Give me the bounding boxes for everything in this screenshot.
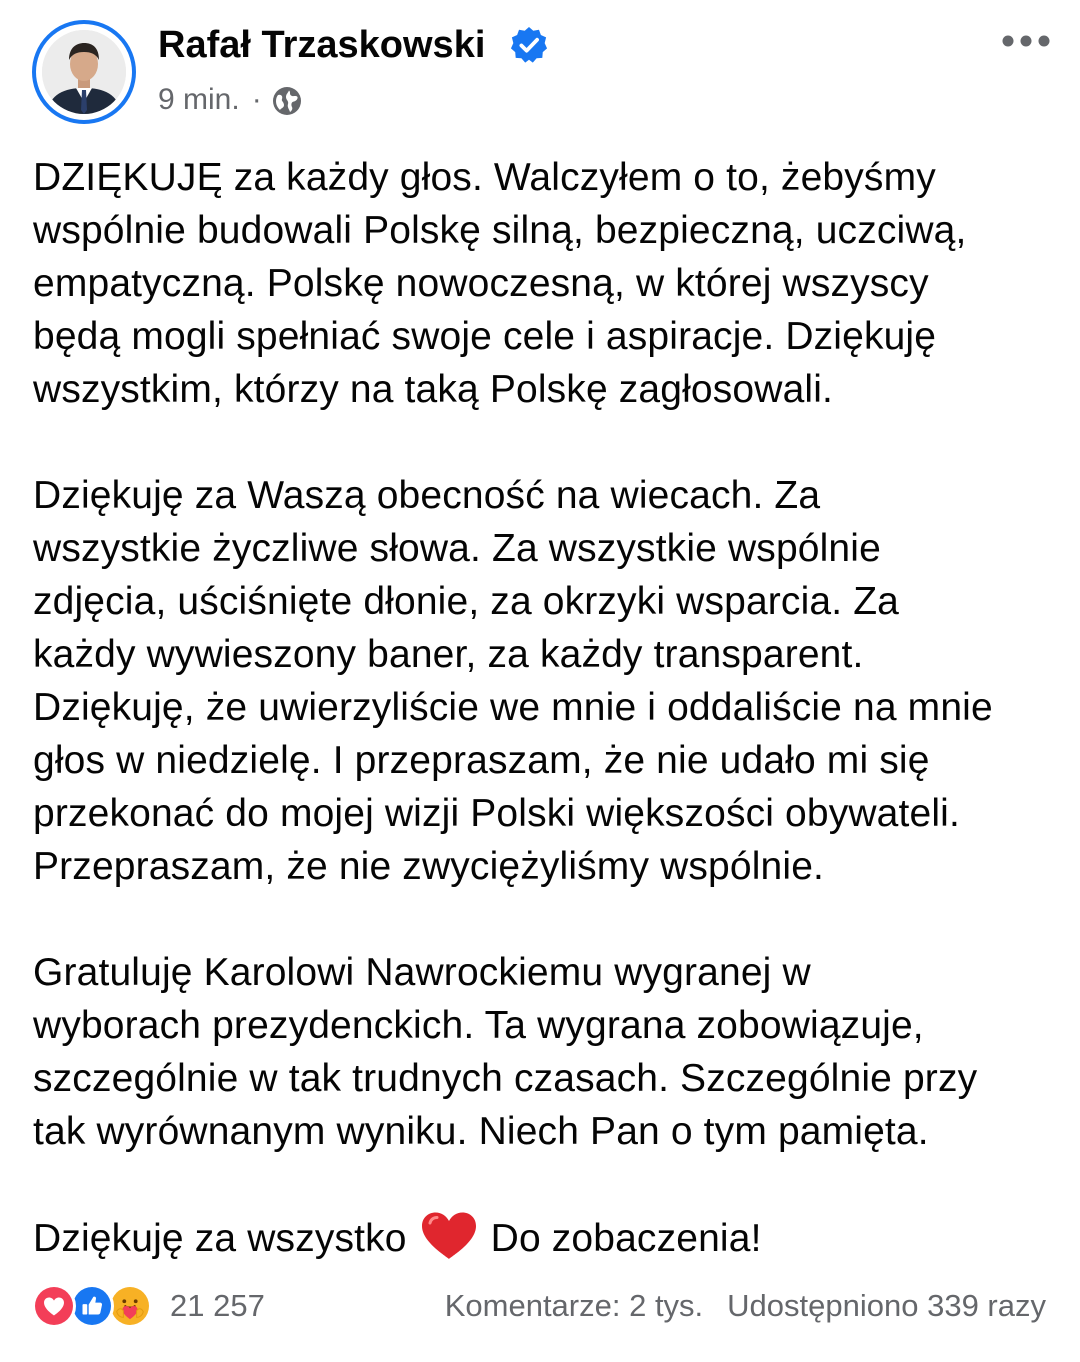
more-options-icon[interactable] [1000,26,1052,56]
comments-count-link[interactable]: Komentarze: 2 tys. [444,1288,704,1323]
profile-avatar[interactable] [32,20,136,124]
reaction-count[interactable]: 21 257 [170,1288,265,1323]
text-line: wszystkie życzliwe słowa. Za wszystkie wspólnie [33,527,881,570]
text-line: Przepraszam, że nie zwyciężyliśmy wspólnie. [33,845,825,888]
paragraph-gap [33,416,1063,469]
author-name[interactable]: Rafał Trzaskowski [158,24,486,66]
avatar-photo [42,30,126,114]
text-line: wyborach prezydenckich. Ta wygrana zobowiązuje, [33,1004,924,1047]
text-line: przekonać do mojej wizji Polski większości obywateli. [33,792,960,835]
love-reaction-icon [32,1284,76,1328]
text-line: każdy wywieszony baner, za każdy transparent. [33,633,864,676]
post-text [33,151,1063,1265]
text-line: empatyczną. Polskę nowoczesną, w której wszyscy [33,262,929,305]
closing-text-before: Dziękuję za wszystko [33,1217,407,1260]
text-line: Dziękuję za Waszą obecność na wiecach. Za [33,474,821,517]
paragraph-gap [33,893,1063,946]
text-line: Gratuluję Karolowi Nawrockiemu wygranej w [33,951,811,994]
globe-icon[interactable] [272,85,302,115]
text-line: głos w niedzielę. I przepraszam, że nie udało mi się [33,739,930,782]
post-meta [158,78,302,122]
text-line: będą mogli spełniać swoje cele i aspiracje. Dziękuję [33,315,937,358]
reaction-icons[interactable] [32,1284,162,1330]
text-line: szczególnie w tak trudnych czasach. Szczególnie przy [33,1057,978,1100]
text-line: wspólnie budowali Polskę silną, bezpieczną, uczciwą, [33,209,967,252]
closing-text-after: Do zobaczenia! [490,1217,762,1260]
closing-line [33,1211,1063,1265]
red-heart-emoji [420,1211,478,1261]
care-reaction-icon [108,1284,152,1328]
post-footer [0,1278,1080,1334]
post-header [0,0,1080,140]
text-line: tak wyrównanym wyniku. Niech Pan o tym pamięta. [33,1110,929,1153]
text-line: Dziękuję, że uwierzyliście we mnie i oddaliście na mnie [33,686,993,729]
verified-badge-icon [510,26,548,64]
text-line: wszystkim, którzy na taką Polskę zagłosowali. [33,368,834,411]
meta-separator: · [251,83,262,116]
paragraph-gap [33,1158,1063,1211]
text-line: zdjęcia, uściśnięte dłonie, za okrzyki wsparcia. Za [33,580,900,623]
text-line: DZIĘKUJĘ za każdy głos. Walczyłem o to, żebyśmy [33,156,936,199]
shares-count-link[interactable]: Udostępniono 339 razy [727,1288,1046,1323]
like-reaction-icon [70,1284,114,1328]
post-stats [445,1286,1046,1326]
post-timestamp[interactable]: 9 min. [158,83,240,116]
